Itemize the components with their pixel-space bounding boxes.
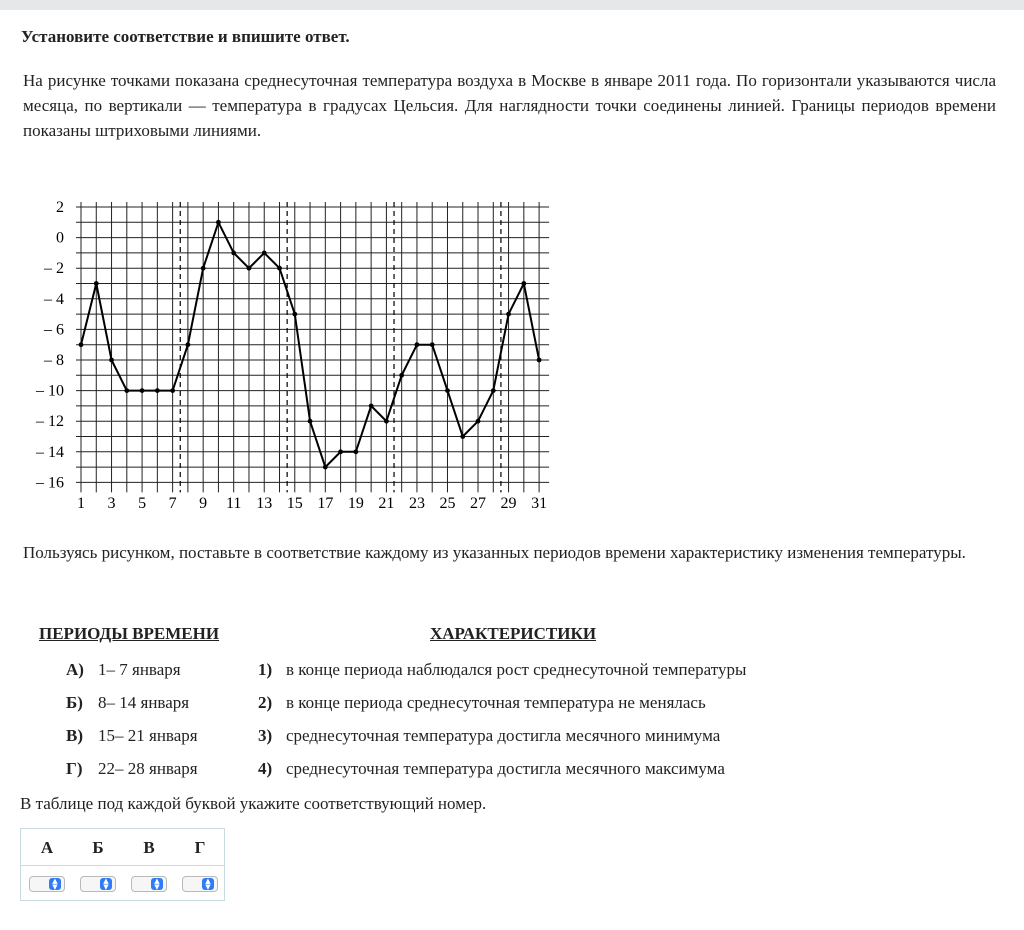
temperature-point (277, 266, 282, 271)
temperature-point (262, 251, 267, 256)
x-tick-label: 23 (408, 495, 425, 512)
x-tick-label: 17 (317, 495, 334, 512)
problem-text: На рисунке точками показана среднесуточная температура воздуха в Москве в январе 2011 года. По горизонтали указываются числа месяца, по вертикали — температура в градусах Цельсия. Для наглядности точки соединены линией. Границы периодов времени показаны штриховыми линиями. (23, 71, 996, 140)
temperature-point (521, 281, 526, 286)
characteristics-header: ХАРАКТЕРИСТИКИ (430, 624, 597, 643)
answer-select-b[interactable] (80, 876, 116, 892)
x-tick-label: 13 (256, 495, 273, 512)
x-tick-label: 19 (347, 495, 364, 512)
answer-header-b: Б (92, 838, 104, 857)
x-tick-label: 21 (378, 495, 395, 512)
temperature-point (247, 266, 252, 271)
temperature-point (201, 266, 206, 271)
temperature-point (140, 388, 145, 393)
characteristic-text: среднесуточная температура достигла месячного минимума (286, 726, 721, 745)
temperature-point (170, 388, 175, 393)
characteristic-number: 1) (258, 660, 273, 679)
task-instruction: Установите соответствие и впишите ответ. (21, 27, 350, 46)
temperature-point (338, 449, 343, 454)
answer-select-a[interactable] (29, 876, 65, 892)
table-divider (21, 865, 224, 866)
temperature-point (445, 388, 450, 393)
answer-header-v: В (143, 838, 155, 857)
characteristic-text: в конце периода среднесуточная температура не менялась (286, 693, 706, 712)
temperature-point (216, 220, 221, 225)
temperature-chart (0, 190, 560, 520)
top-bar (0, 0, 1024, 10)
y-tick-label: – 2 (44, 260, 64, 278)
x-tick-label: 29 (500, 495, 517, 512)
answer-select-v[interactable] (131, 876, 167, 892)
temperature-point (323, 465, 328, 470)
characteristic-text: в конце периода наблюдался рост среднесуточной температуры (286, 660, 747, 679)
y-tick-label: – 16 (36, 474, 64, 492)
updown-chevron-icon: ▲ ▼ (100, 878, 112, 890)
period-letter: А) (66, 660, 84, 679)
temperature-point (537, 358, 542, 363)
answer-select-g[interactable] (182, 876, 218, 892)
temperature-point (476, 419, 481, 424)
temperature-point (460, 434, 465, 439)
characteristic-number: 4) (258, 759, 273, 778)
temperature-point (308, 419, 313, 424)
period-text: 15– 21 января (98, 726, 198, 745)
temperature-point (506, 312, 511, 317)
x-tick-label: 5 (138, 495, 147, 512)
updown-chevron-icon: ▲ ▼ (49, 878, 61, 890)
x-tick-label: 9 (199, 495, 208, 512)
x-tick-label: 1 (77, 495, 85, 512)
temperature-point (491, 388, 496, 393)
temperature-point (79, 342, 84, 347)
y-tick-label: – 6 (44, 321, 64, 339)
period-text: 22– 28 января (98, 759, 198, 778)
temperature-point (109, 358, 114, 363)
answer-header-g: Г (194, 838, 206, 857)
x-tick-label: 11 (225, 495, 242, 512)
period-letter: Б) (66, 693, 83, 712)
characteristic-number: 3) (258, 726, 273, 745)
temperature-point (415, 342, 420, 347)
x-tick-label: 31 (531, 495, 548, 512)
temperature-point (430, 342, 435, 347)
y-tick-label: – 10 (36, 382, 64, 400)
updown-chevron-icon: ▲ ▼ (202, 878, 214, 890)
temperature-point (292, 312, 297, 317)
x-tick-label: 3 (107, 495, 116, 512)
x-tick-label: 15 (286, 495, 303, 512)
temperature-point (231, 251, 236, 256)
temperature-point (353, 449, 358, 454)
table-instruction: В таблице под каждой буквой укажите соответствующий номер. (20, 794, 487, 813)
x-tick-label: 27 (470, 495, 487, 512)
y-tick-label: – 12 (36, 413, 64, 431)
answer-header-a: А (40, 838, 54, 857)
temperature-point (369, 404, 374, 409)
period-letter: Г) (66, 759, 83, 778)
question-text: Пользуясь рисунком, поставьте в соответствие каждому из указанных периодов времени характеристику изменения температуры. (23, 543, 966, 562)
temperature-point (155, 388, 160, 393)
characteristic-text: среднесуточная температура достигла месячного максимума (286, 759, 725, 778)
updown-chevron-icon: ▲ ▼ (151, 878, 163, 890)
y-tick-label: 2 (56, 199, 64, 216)
x-tick-label: 7 (168, 495, 177, 512)
temperature-point (399, 373, 404, 378)
period-text: 8– 14 января (98, 693, 190, 712)
temperature-point (124, 388, 129, 393)
temperature-point (384, 419, 389, 424)
periods-header: ПЕРИОДЫ ВРЕМЕНИ (39, 624, 220, 643)
temperature-point (185, 342, 190, 347)
period-text: 1– 7 января (98, 660, 181, 679)
y-tick-label: – 8 (44, 352, 64, 369)
temperature-point (94, 281, 99, 286)
y-tick-label: 0 (56, 229, 64, 247)
y-tick-label: – 14 (36, 443, 64, 461)
answer-table (20, 828, 225, 901)
period-letter: В) (66, 726, 83, 745)
x-tick-label: 25 (439, 495, 456, 512)
characteristic-number: 2) (258, 693, 273, 712)
y-tick-label: – 4 (44, 290, 64, 308)
